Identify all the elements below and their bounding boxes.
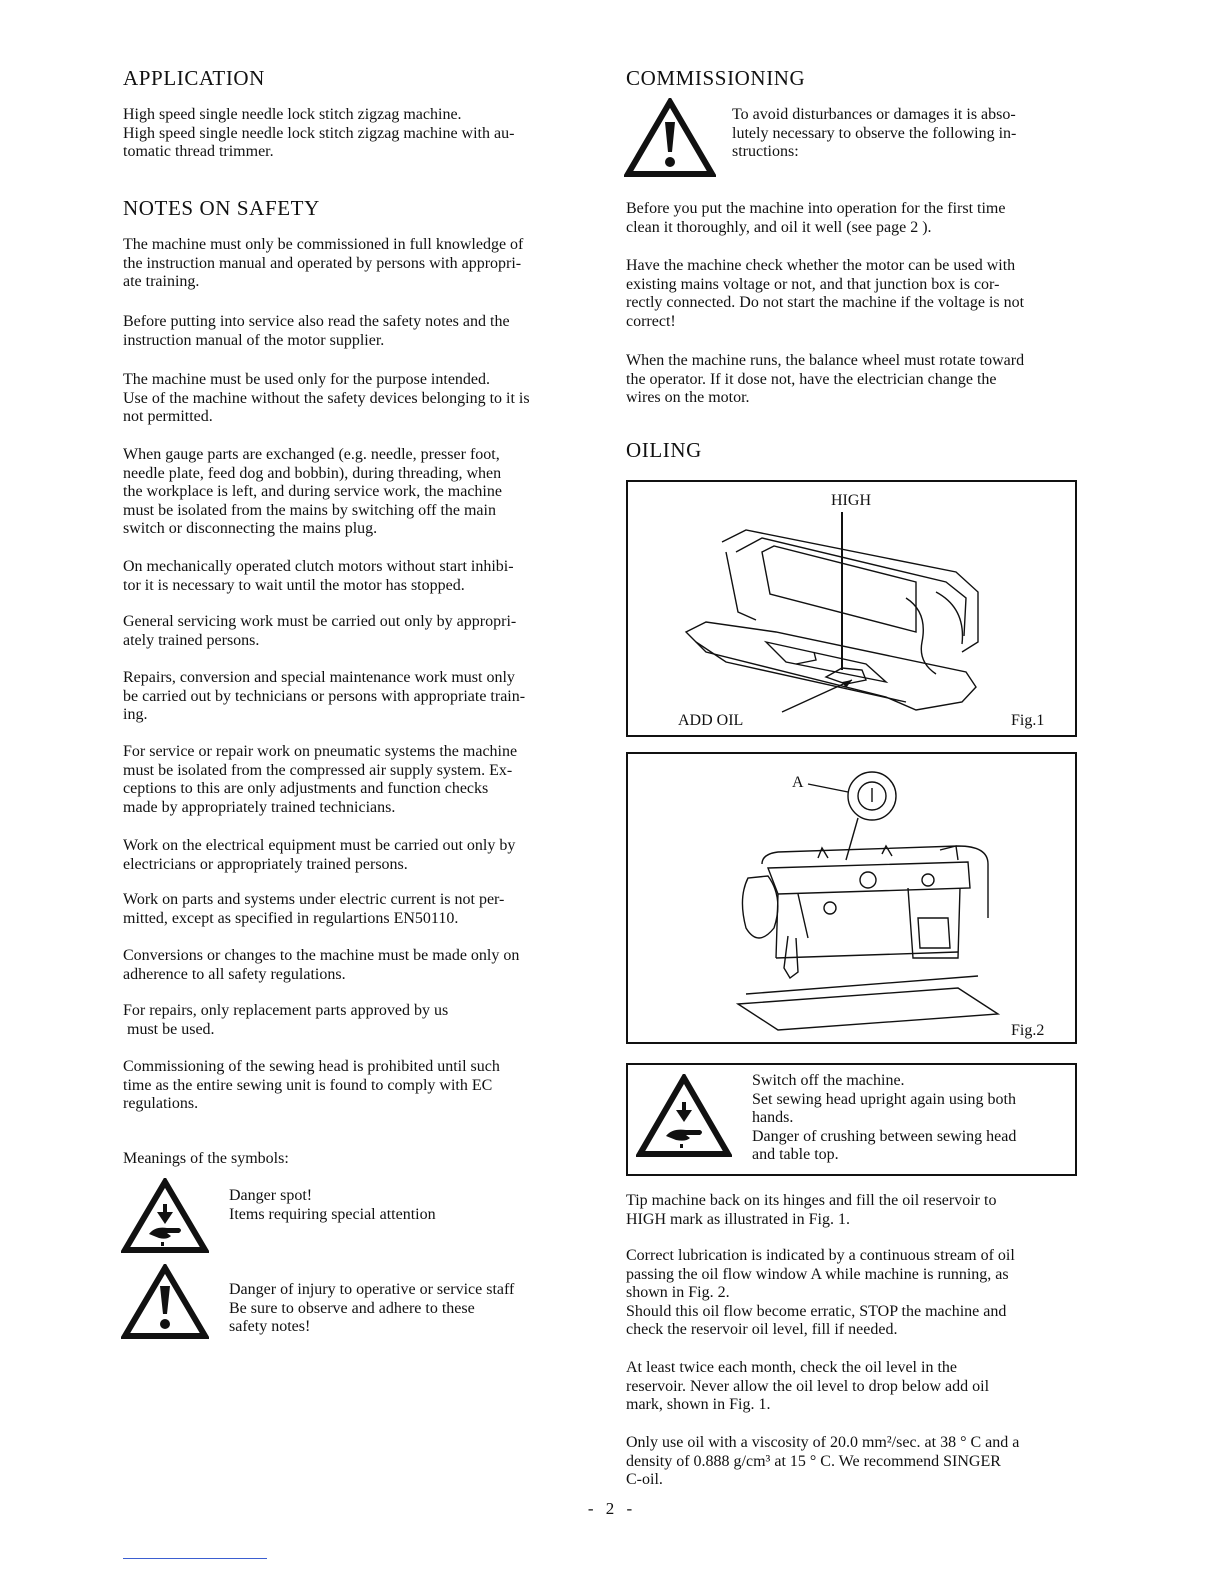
sewing-machine-illustration bbox=[718, 768, 1008, 1038]
injury-warning-text: Danger of injury to operative or service staff Be sure to observe and adhere to these safety notes! bbox=[229, 1281, 515, 1336]
fig1-caption: Fig.1 bbox=[1011, 712, 1045, 729]
hand-crush-warning-icon bbox=[636, 1074, 732, 1158]
safety-paragraph-3: The machine must be used only for the purpose intended. Use of the machine without the safety devices belonging to it is not permitted. bbox=[123, 371, 530, 426]
figure-2 bbox=[626, 752, 1077, 1044]
oiling-paragraph-1: Tip machine back on its hinges and fill the oil reservoir to HIGH mark as illustrated in Fig. 1. bbox=[626, 1192, 997, 1228]
safety-paragraph-8: For service or repair work on pneumatic systems the machine must be isolated from the compressed air supply system. Ex- ceptions to this are only adjustments and function checks made by appropriately trained technicians. bbox=[123, 743, 518, 816]
oiling-heading: OILING bbox=[626, 438, 702, 462]
oiling-paragraph-4: Only use oil with a viscosity of 20.0 mm²/sec. at 38 ° C and a density of 0.888 g/cm³ at 15 ° C. We recommend SINGER C-oil. bbox=[626, 1434, 1020, 1489]
oiling-paragraph-2: Correct lubrication is indicated by a continuous stream of oil passing the oil flow window A while machine is running, as shown in Fig. 2. Should this oil flow become erratic, STOP the machine and check the reservoir oil level, fill if needed. bbox=[626, 1247, 1015, 1339]
commissioning-paragraph-2: Have the machine check whether the motor can be used with existing mains voltage or not, and that junction box is cor- rectly connected. Do not start the machine if the voltage is not correct! bbox=[626, 257, 1025, 330]
add-oil-label: ADD OIL bbox=[678, 712, 744, 729]
safety-paragraph-10: Work on parts and systems under electric current is not per- mitted, except as specified in regulartions EN50110. bbox=[123, 891, 505, 927]
application-heading: APPLICATION bbox=[123, 66, 265, 90]
safety-paragraph-13: Commissioning of the sewing head is prohibited until such time as the entire sewing unit is found to comply with EC regulations. bbox=[123, 1058, 500, 1113]
danger-spot-text: Danger spot! Items requiring special attention bbox=[229, 1187, 436, 1223]
oiling-paragraph-3: At least twice each month, check the oil level in the reservoir. Never allow the oil level to drop below add oil mark, shown in Fig. 1. bbox=[626, 1359, 990, 1414]
safety-paragraph-4: When gauge parts are exchanged (e.g. needle, presser foot, needle plate, feed dog and bobbin), during threading, when the workplace is left, and during service work, the machine must be isolated from the mains by switching off the main switch or disconnecting the mains plug. bbox=[123, 446, 502, 538]
commissioning-paragraph-3: When the machine runs, the balance wheel must rotate toward the operator. If it dose not, have the electrician change the wires on the motor. bbox=[626, 352, 1025, 407]
footer-rule bbox=[123, 1558, 267, 1559]
safety-paragraph-11: Conversions or changes to the machine must be made only on adherence to all safety regulations. bbox=[123, 947, 520, 983]
application-text: High speed single needle lock stitch zigzag machine. High speed single needle lock stitch zigzag machine with au- tomatic thread trimmer. bbox=[123, 106, 515, 161]
safety-heading: NOTES ON SAFETY bbox=[123, 196, 320, 220]
safety-paragraph-9: Work on the electrical equipment must be carried out only by electricians or appropriately trained persons. bbox=[123, 837, 516, 873]
commissioning-heading: COMMISSIONING bbox=[626, 66, 806, 90]
switch-off-warning-box bbox=[626, 1063, 1077, 1176]
page-number: - 2 - bbox=[587, 1499, 637, 1518]
switch-off-warning-text: Switch off the machine. Set sewing head upright again using both hands. Danger of crushing between sewing head and table top. bbox=[752, 1072, 1017, 1164]
commissioning-warning-text: To avoid disturbances or damages it is abso- lutely necessary to observe the following in- structions: bbox=[732, 106, 1017, 161]
safety-paragraph-12: For repairs, only replacement parts approved by us must be used. bbox=[123, 1002, 449, 1038]
safety-paragraph-2: Before putting into service also read the safety notes and the instruction manual of the motor supplier. bbox=[123, 313, 510, 349]
oil-window-a-label: A bbox=[792, 774, 804, 791]
oil-reservoir-illustration bbox=[666, 512, 996, 722]
figure-1 bbox=[626, 480, 1077, 737]
high-label: HIGH bbox=[831, 492, 871, 509]
safety-paragraph-5: On mechanically operated clutch motors without start inhibi- tor it is necessary to wait until the motor has stopped. bbox=[123, 558, 514, 594]
safety-paragraph-1: The machine must only be commissioned in full knowledge of the instruction manual and operated by persons with appropri- ate training. bbox=[123, 236, 524, 291]
general-warning-icon bbox=[121, 1264, 209, 1340]
fig2-caption: Fig.2 bbox=[1011, 1022, 1045, 1039]
symbols-intro: Meanings of the symbols: bbox=[123, 1150, 289, 1167]
commissioning-warning-icon bbox=[624, 98, 716, 178]
safety-paragraph-6: General servicing work must be carried out only by appropri- ately trained persons. bbox=[123, 613, 517, 649]
commissioning-paragraph-1: Before you put the machine into operation for the first time clean it thoroughly, and oil it well (see page 2 ). bbox=[626, 200, 1006, 236]
hand-crush-warning-icon bbox=[121, 1178, 209, 1254]
safety-paragraph-7: Repairs, conversion and special maintenance work must only be carried out by technicians or persons with appropriate train- ing. bbox=[123, 669, 526, 724]
